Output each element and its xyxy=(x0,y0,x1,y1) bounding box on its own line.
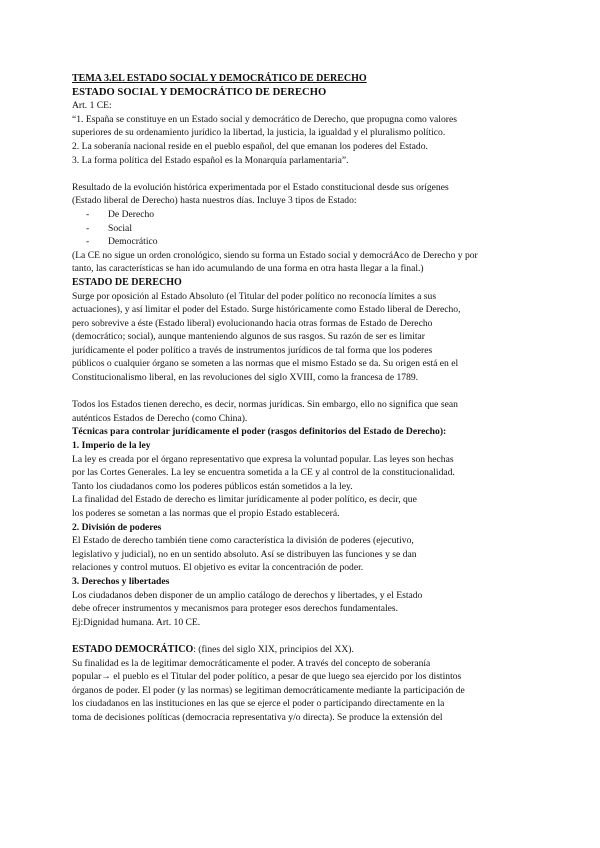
quote-line: “1. España se constituye en un Estado social y democrático de Derecho, que propugna como valores xyxy=(72,113,457,125)
paragraph-line: debe ofrecer instrumentos y mecanismos para proteger esos derechos fundamentales. xyxy=(72,603,399,615)
paragraph-line: Ej:Dignidad humana. Art. 10 CE. xyxy=(72,616,201,628)
paragraph-line: Su finalidad es la de legitimar democráticamente el poder. A través del concepto de soberanía xyxy=(72,657,431,669)
estado-derecho-paragraph xyxy=(72,290,534,385)
democratico-paragraph xyxy=(72,657,534,725)
paragraph-line: La ley es creada por el órgano representativo que expresa la voluntad popular. Las leyes son hechas xyxy=(72,453,454,465)
list-item: - Democrático xyxy=(86,236,158,248)
paragraph-line: popular→ el pueblo es el Titular del poder político, a pesar de que luego sea ejercido por los distintos xyxy=(72,671,462,683)
paragraph-line: El Estado de derecho también tiene como característica la división de poderes (ejecutivo, xyxy=(72,535,414,547)
paragraph-line: (democrático; social), aunque manteniendo algunos de sus rasgos. Su razón de ser es limitar xyxy=(72,331,426,343)
paragraph-line: relaciones y control mutuos. El objetivo es evitar la concentración de poder. xyxy=(72,562,364,574)
paragraph-line: órganos de poder. El poder (y las normas) se legitiman democráticamente mediante la participación de xyxy=(72,684,465,696)
document-subtitle: ESTADO SOCIAL Y DEMOCRÁTICO DE DERECHO xyxy=(72,86,327,98)
paragraph-line: los poderes se sometan a las normas que el propio Estado establecerá. xyxy=(72,508,340,519)
paragraph-line: toma de decisiones políticas (democracia representativa y/o directa). Se produce la extensión del xyxy=(72,711,443,723)
list-item: - De Derecho xyxy=(86,208,155,220)
state-types-list xyxy=(72,208,534,249)
paragraph-line: Los ciudadanos deben disponer de un amplio catálogo de derechos y libertades, y el Estado xyxy=(72,589,423,601)
article-quote xyxy=(72,113,534,167)
paragraph-line: por las Cortes Generales. La ley se encuentra sometida a la CE y al control de la constitucionalidad. xyxy=(72,467,455,479)
list-item: - Social xyxy=(86,222,132,234)
paragraph-line: jurídicamente el poder político a través de instrumentos jurídicos de tal forma que los poderes xyxy=(72,344,433,356)
imperio-heading: 1. Imperio de la ley xyxy=(72,440,151,452)
paragraph-line: Resultado de la evolución histórica experimentada por el Estado constitucional desde sus orígenes xyxy=(72,181,449,193)
document-content xyxy=(72,72,534,725)
quote-line: 3. La forma política del Estado español es la Monarquía parlamentaria”. xyxy=(72,154,349,166)
paragraph-line: legislativo y judicial), no en un sentido absoluto. Así se distribuyen las funciones y se dan xyxy=(72,548,417,560)
division-paragraph xyxy=(72,534,534,575)
note-paragraph xyxy=(72,249,534,276)
paragraph-line: La finalidad del Estado de derecho es limitar jurídicamente al poder político, es decir, que xyxy=(72,494,417,506)
document-title: TEMA 3.EL ESTADO SOCIAL Y DEMOCRÁTICO DE DERECHO xyxy=(72,73,367,84)
paragraph-line: públicos o cualquier órgano se someten a las normas que el mismo Estado se da. Su origen está en el xyxy=(72,358,459,370)
section-heading-estado-derecho: ESTADO DE DERECHO xyxy=(72,276,182,288)
derechos-paragraph xyxy=(72,589,534,630)
paragraph-line: actuaciones), y así limitar el poder del Estado. Surge históricamente como Estado liberal de Derecho, xyxy=(72,304,461,316)
paragraph-line: Constitucionalismo liberal, en las revoluciones del siglo XVIII, como la francesa de 1789. xyxy=(72,372,419,384)
paragraph-line: los ciudadanos en las instituciones en las que se ejerce el poder o participando directamente en la xyxy=(72,698,445,710)
tecnicas-heading: Técnicas para controlar jurídicamente el poder (rasgos definitorios del Estado de Derecho): xyxy=(72,426,447,438)
paragraph-line: Todos los Estados tienen derecho, es decir, normas jurídicas. Sin embargo, ello no significa que sean xyxy=(72,399,458,411)
article-label: Art. 1 CE: xyxy=(72,100,112,112)
section-heading-democratico: ESTADO DEMOCRÁTICO xyxy=(72,643,194,655)
estados-paragraph xyxy=(72,398,534,425)
paragraph-line: Tanto los ciudadanos como los poderes públicos están sometidos a la ley. xyxy=(72,480,353,492)
democratico-heading-suffix: : (fines del siglo XIX, principios del XX). xyxy=(193,643,354,655)
division-heading: 2. División de poderes xyxy=(72,521,162,533)
paragraph-line: Surge por oposición al Estado Absoluto (el Titular del poder político no reconocía límites a sus xyxy=(72,290,437,302)
derechos-heading: 3. Derechos y libertades xyxy=(72,575,170,587)
paragraph-line: auténticos Estados de Derecho (como China). xyxy=(72,412,248,424)
paragraph-line: pero sobrevive a éste (Estado liberal) evolucionando hacia otras formas de Estado de Derecho xyxy=(72,317,433,329)
paragraph-line: (La CE no sigue un orden cronológico, siendo su forma un Estado social y democráAco de Derecho y por xyxy=(72,249,478,261)
quote-line: superiores de su ordenamiento jurídico la libertad, la justicia, la igualdad y el pluralismo político. xyxy=(72,127,446,139)
paragraph-line: tanto, las características se han ido acumulando de una forma en otra hasta llegar a la final.) xyxy=(72,263,424,275)
paragraph-line: (Estado liberal de Derecho) hasta nuestros días. Incluye 3 tipos de Estado: xyxy=(72,195,357,207)
evolution-paragraph xyxy=(72,181,534,208)
democratico-heading-line xyxy=(72,643,534,657)
quote-line: 2. La soberanía nacional reside en el pueblo español, del que emanan los poderes del Estado. xyxy=(72,140,428,152)
imperio-paragraph xyxy=(72,453,534,521)
